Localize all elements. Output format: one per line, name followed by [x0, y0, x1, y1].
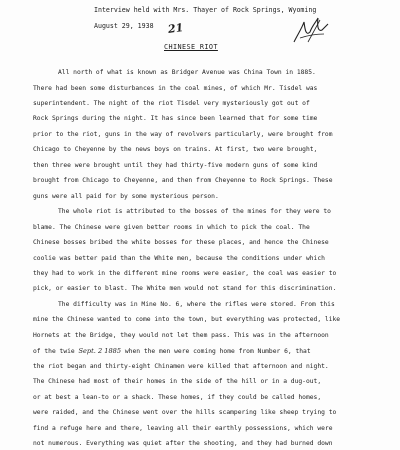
text-line: they had to work in the different mine rooms were easier, the coal was easier to: [33, 270, 337, 277]
text-line: pick, or easier to blast. The White men would not stand for this discrimination.: [33, 285, 337, 293]
interview-date: August 29, 1938: [94, 22, 154, 30]
text-line: brought from Chicago to Cheyenne, and then from Cheyenne to Rock Springs. These: [33, 177, 333, 185]
text-line: Rock Springs during the night. It has since been learned that for some time: [33, 115, 318, 123]
handwritten-signature: [290, 12, 330, 52]
text-line: then three were brought until they had thirty-five modern guns of some kind: [33, 161, 318, 169]
page-number: 21: [167, 20, 185, 37]
text-line: prior to the riot, guns in the way of revolvers particularly, were brought from: [33, 130, 333, 138]
text-line: Hornets at the Bridge, they would not let them pass. This was in the afternoon: [33, 331, 329, 339]
document-title: CHINESE RIOT: [164, 43, 218, 51]
text-line: The Chinese had most of their homes in the side of the hill or in a dug-out,: [33, 378, 322, 386]
text-line: Chinese bosses bribed the white bosses for these places, and hence the Chinese: [33, 239, 329, 246]
text-line: not numerous. Everything was quiet after the shooting, and they had burned down: [33, 440, 333, 447]
text-segment: of the twie: [33, 348, 75, 356]
text-line: There had been some disturbances in the coal mines, of which Mr. Tisdel was: [33, 84, 318, 92]
text-line: The whole riot is attributed to the bosses of the mines for they were to: [58, 208, 331, 216]
text-line: or at best a lean-to or a shack. These homes, if they could be called homes,: [33, 393, 322, 401]
text-line: guns were all paid for by some mysterious person.: [33, 192, 219, 200]
handwritten-date: Sept. 2 1885: [78, 347, 122, 356]
text-segment: when the men were coming home from Number 6, that: [124, 348, 311, 356]
interview-header: Interview held with Mrs. Thayer of Rock Springs, Wyoming: [94, 6, 317, 14]
text-line: were raided, and the Chinese went over the hills scampering like sheep trying to: [33, 409, 337, 417]
text-line: All north of what is known as Bridger Avenue was China Town in 1885.: [58, 69, 316, 76]
text-line: coolie was better paid than the White men, because the conditions under which: [33, 254, 325, 262]
text-line: the riot began and thirty-eight Chinamen were killed that afternoon and night.: [33, 362, 329, 370]
text-line: [33, 347, 311, 356]
text-line: The difficulty was in Mine No. 6, where the rifles were stored. From this: [58, 300, 335, 308]
text-line: mine the Chinese wanted to come into the town, but everything was protected, like: [33, 316, 341, 324]
text-line: Chicago to Cheyenne by the news boys on trains. At first, two were brought,: [33, 146, 318, 154]
text-line: blame. The Chinese were given better rooms in which to pick the coal. The: [33, 223, 310, 231]
text-line: superintendent. The night of the riot Tisdel very mysteriously got out of: [33, 99, 310, 107]
text-line: find a refuge here and there, leaving all their earthly possessions, which were: [33, 424, 333, 432]
